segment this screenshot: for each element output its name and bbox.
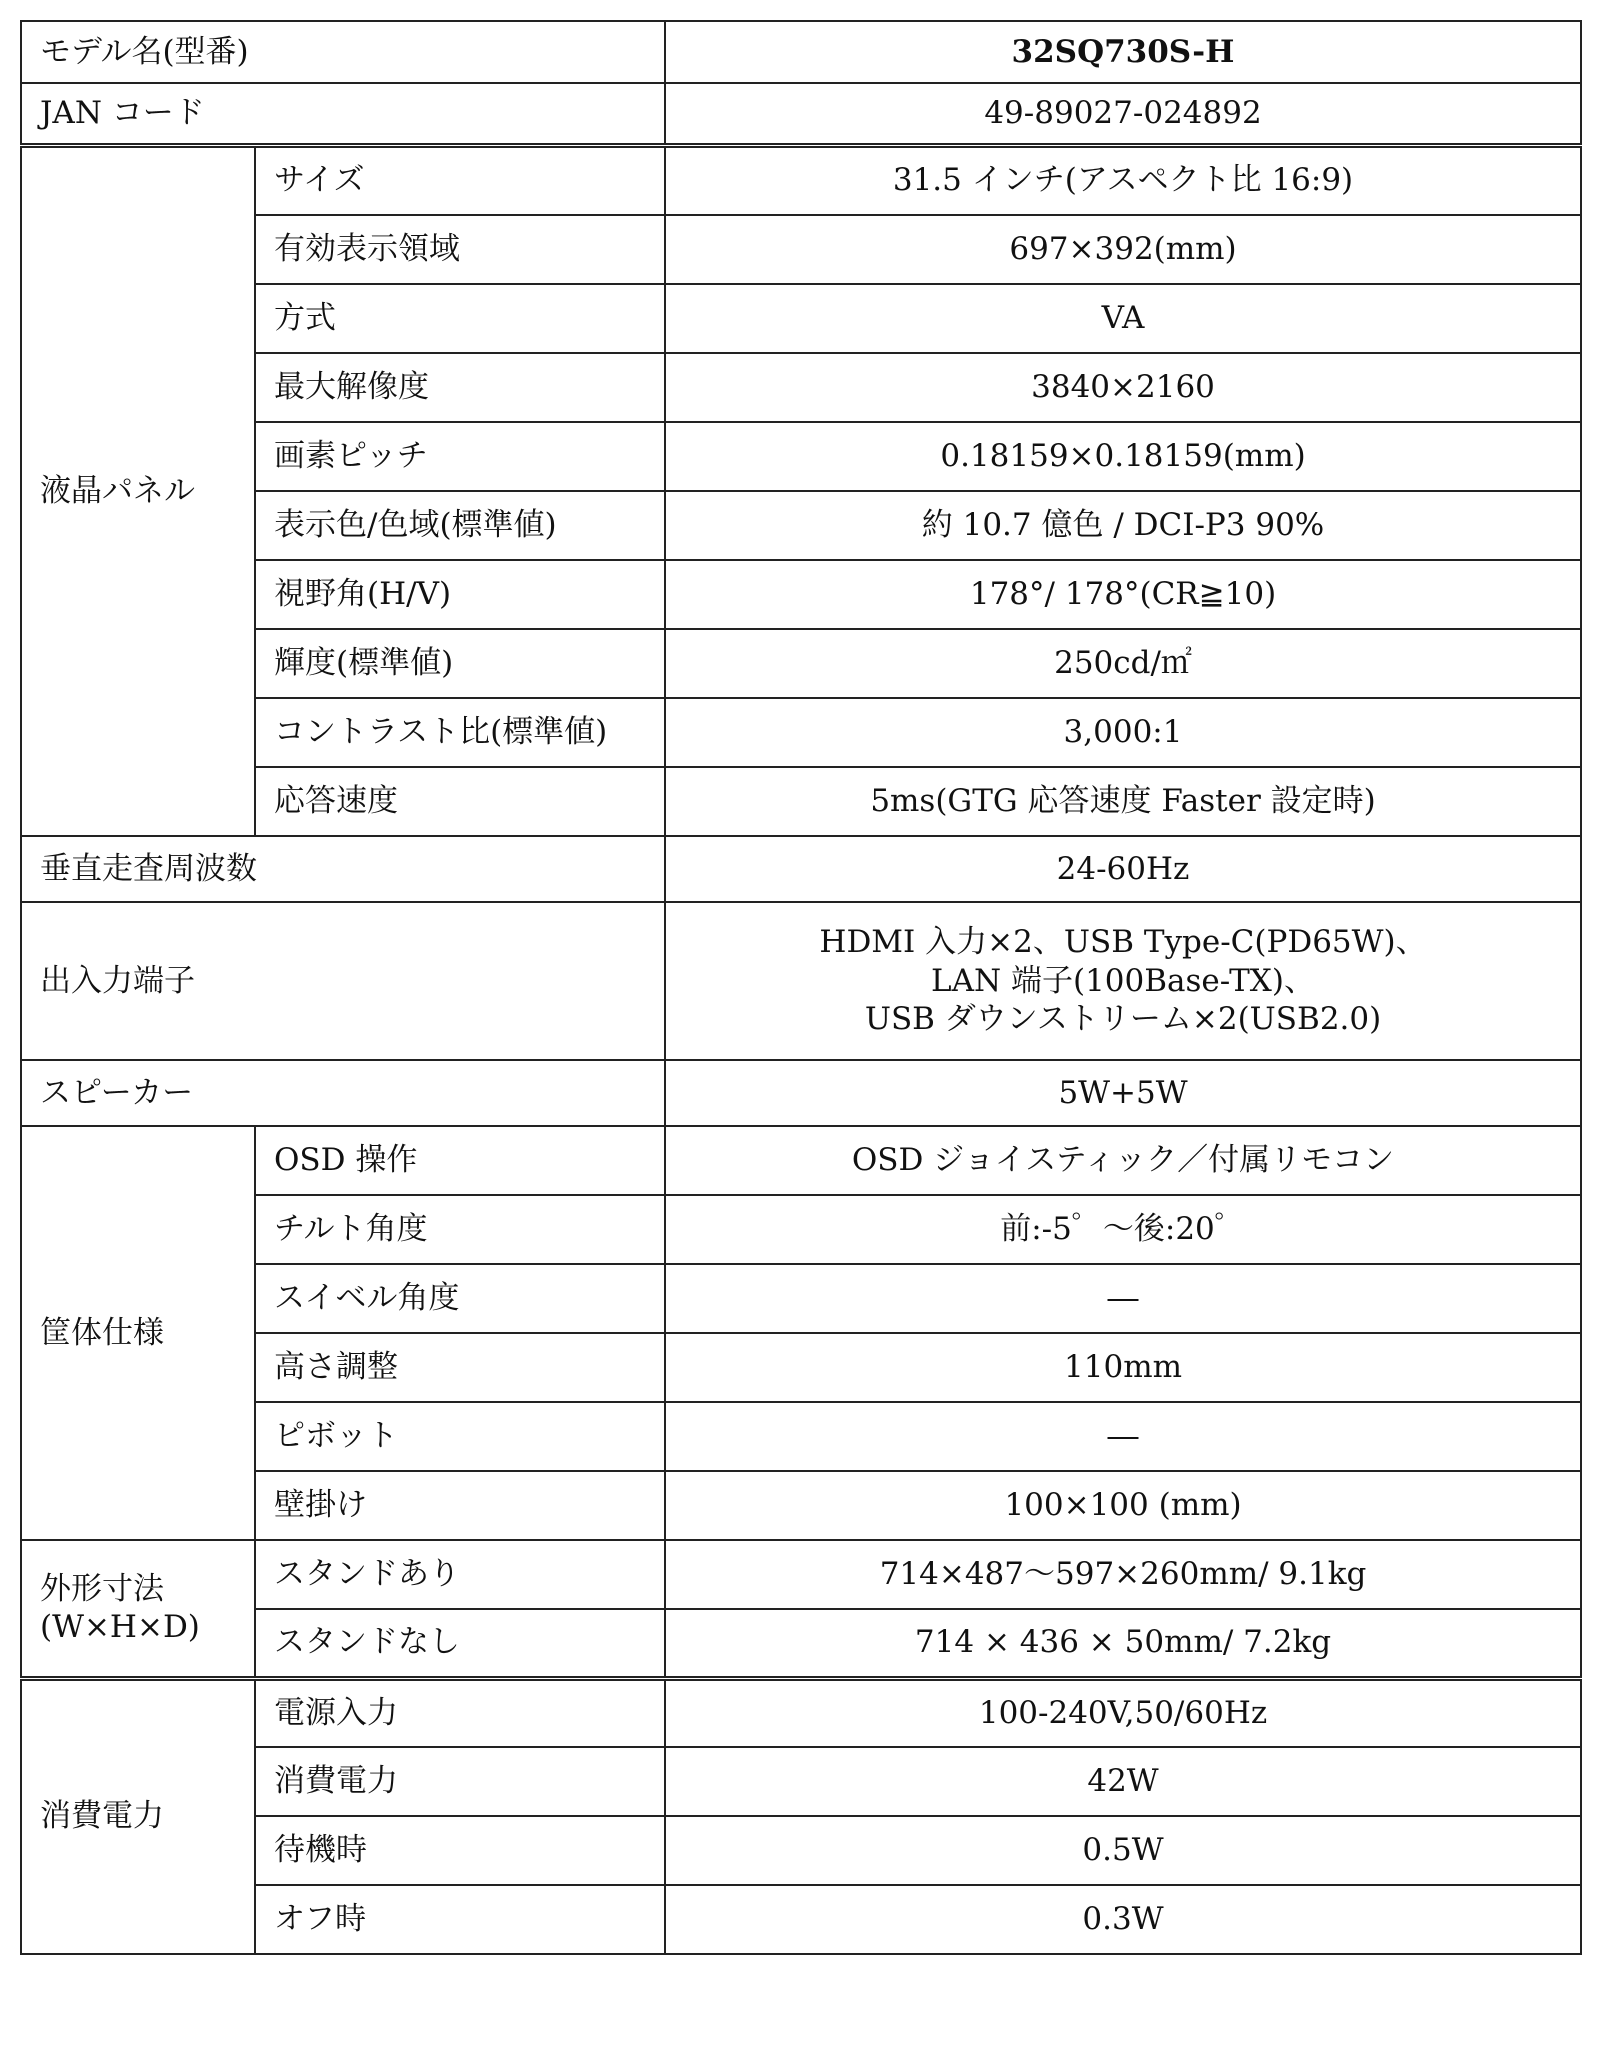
row-vertical-frequency [21,836,1581,902]
power-item-value: 42W [665,1747,1581,1816]
panel-item-value: 約 10.7 億色 / DCI-P3 90% [665,491,1581,560]
panel-item-label: 画素ピッチ [255,422,665,491]
chassis-item-label: OSD 操作 [255,1126,665,1195]
row-chassis-osd [21,1126,1581,1195]
row-chassis-swivel [21,1264,1581,1333]
row-power-off [21,1885,1581,1954]
row-panel-size [21,145,1581,215]
power-item-label: オフ時 [255,1885,665,1954]
panel-item-value: 178°/ 178°(CR≧10) [665,560,1581,629]
chassis-item-label: チルト角度 [255,1195,665,1264]
row-panel-type [21,284,1581,353]
panel-item-value: 3,000:1 [665,698,1581,767]
panel-item-label: 輝度(標準値) [255,629,665,698]
row-chassis-height [21,1333,1581,1402]
power-group-label: 消費電力 [21,1678,255,1954]
dims-group-line: 外形寸法 [40,1570,164,1607]
row-power-input [21,1678,1581,1747]
model-value: 32SQ730S-H [665,21,1581,83]
chassis-item-value: OSD ジョイスティック／付属リモコン [665,1126,1581,1195]
row-chassis-wall-mount [21,1471,1581,1540]
model-label: モデル名(型番) [21,21,665,83]
row-panel-active-area [21,215,1581,284]
power-item-value: 100-240V,50/60Hz [665,1678,1581,1747]
io-line: LAN 端子(100Base-TX)、 [931,962,1315,999]
panel-item-label: 有効表示領域 [255,215,665,284]
panel-item-value: 0.18159×0.18159(mm) [665,422,1581,491]
row-panel-pixel-pitch [21,422,1581,491]
dims-item-label: スタンドなし [255,1609,665,1678]
chassis-item-label: 壁掛け [255,1471,665,1540]
vfreq-label: 垂直走査周波数 [21,836,665,902]
panel-item-label: サイズ [255,145,665,215]
panel-group-label: 液晶パネル [21,145,255,836]
vfreq-value: 24-60Hz [665,836,1581,902]
chassis-group-label: 筐体仕様 [21,1126,255,1540]
row-chassis-pivot [21,1402,1581,1471]
row-io-terminals [21,902,1581,1060]
row-panel-resolution [21,353,1581,422]
row-power-standby [21,1816,1581,1885]
panel-item-value: 250cd/㎡ [665,629,1581,698]
power-item-label: 電源入力 [255,1678,665,1747]
chassis-item-label: スイベル角度 [255,1264,665,1333]
dims-group-label [21,1540,255,1678]
panel-item-label: 応答速度 [255,767,665,836]
dims-item-label: スタンドあり [255,1540,665,1609]
power-item-value: 0.5W [665,1816,1581,1885]
jan-value: 49-89027-024892 [665,83,1581,145]
panel-item-label: 最大解像度 [255,353,665,422]
row-dims-with-stand [21,1540,1581,1609]
power-item-value: 0.3W [665,1885,1581,1954]
row-panel-brightness [21,629,1581,698]
power-item-label: 消費電力 [255,1747,665,1816]
panel-item-value: 5ms(GTG 応答速度 Faster 設定時) [665,767,1581,836]
panel-item-label: 方式 [255,284,665,353]
row-dims-without-stand [21,1609,1581,1678]
chassis-item-value: ― [665,1402,1581,1471]
row-panel-contrast [21,698,1581,767]
chassis-item-value: 110mm [665,1333,1581,1402]
chassis-item-value: 100×100 (mm) [665,1471,1581,1540]
chassis-item-value: ― [665,1264,1581,1333]
chassis-item-value: 前:-5゜～後:20゜ [665,1195,1581,1264]
speaker-label: スピーカー [21,1060,665,1126]
panel-item-label: 表示色/色域(標準値) [255,491,665,560]
panel-item-value: 31.5 インチ(アスペクト比 16:9) [665,145,1581,215]
spec-table [20,20,1582,1955]
io-label: 出入力端子 [21,902,665,1060]
panel-item-value: 697×392(mm) [665,215,1581,284]
io-line: HDMI 入力×2、USB Type-C(PD65W)、 [819,923,1427,960]
dims-group-line: (W×H×D) [40,1609,200,1646]
row-speaker [21,1060,1581,1126]
row-panel-colors [21,491,1581,560]
chassis-item-label: 高さ調整 [255,1333,665,1402]
panel-item-label: コントラスト比(標準値) [255,698,665,767]
row-power-consumption [21,1747,1581,1816]
jan-label: JAN コード [21,83,665,145]
row-panel-viewing-angle [21,560,1581,629]
io-value [665,902,1581,1060]
row-chassis-tilt [21,1195,1581,1264]
dims-item-value: 714×487～597×260mm/ 9.1kg [665,1540,1581,1609]
io-line: USB ダウンストリーム×2(USB2.0) [864,1001,1382,1038]
row-panel-response-time [21,767,1581,836]
chassis-item-label: ピボット [255,1402,665,1471]
row-model [21,21,1581,83]
power-item-label: 待機時 [255,1816,665,1885]
dims-item-value: 714 × 436 × 50mm/ 7.2kg [665,1609,1581,1678]
panel-item-value: 3840×2160 [665,353,1581,422]
panel-item-label: 視野角(H/V) [255,560,665,629]
row-jan [21,83,1581,145]
speaker-value: 5W+5W [665,1060,1581,1126]
panel-item-value: VA [665,284,1581,353]
